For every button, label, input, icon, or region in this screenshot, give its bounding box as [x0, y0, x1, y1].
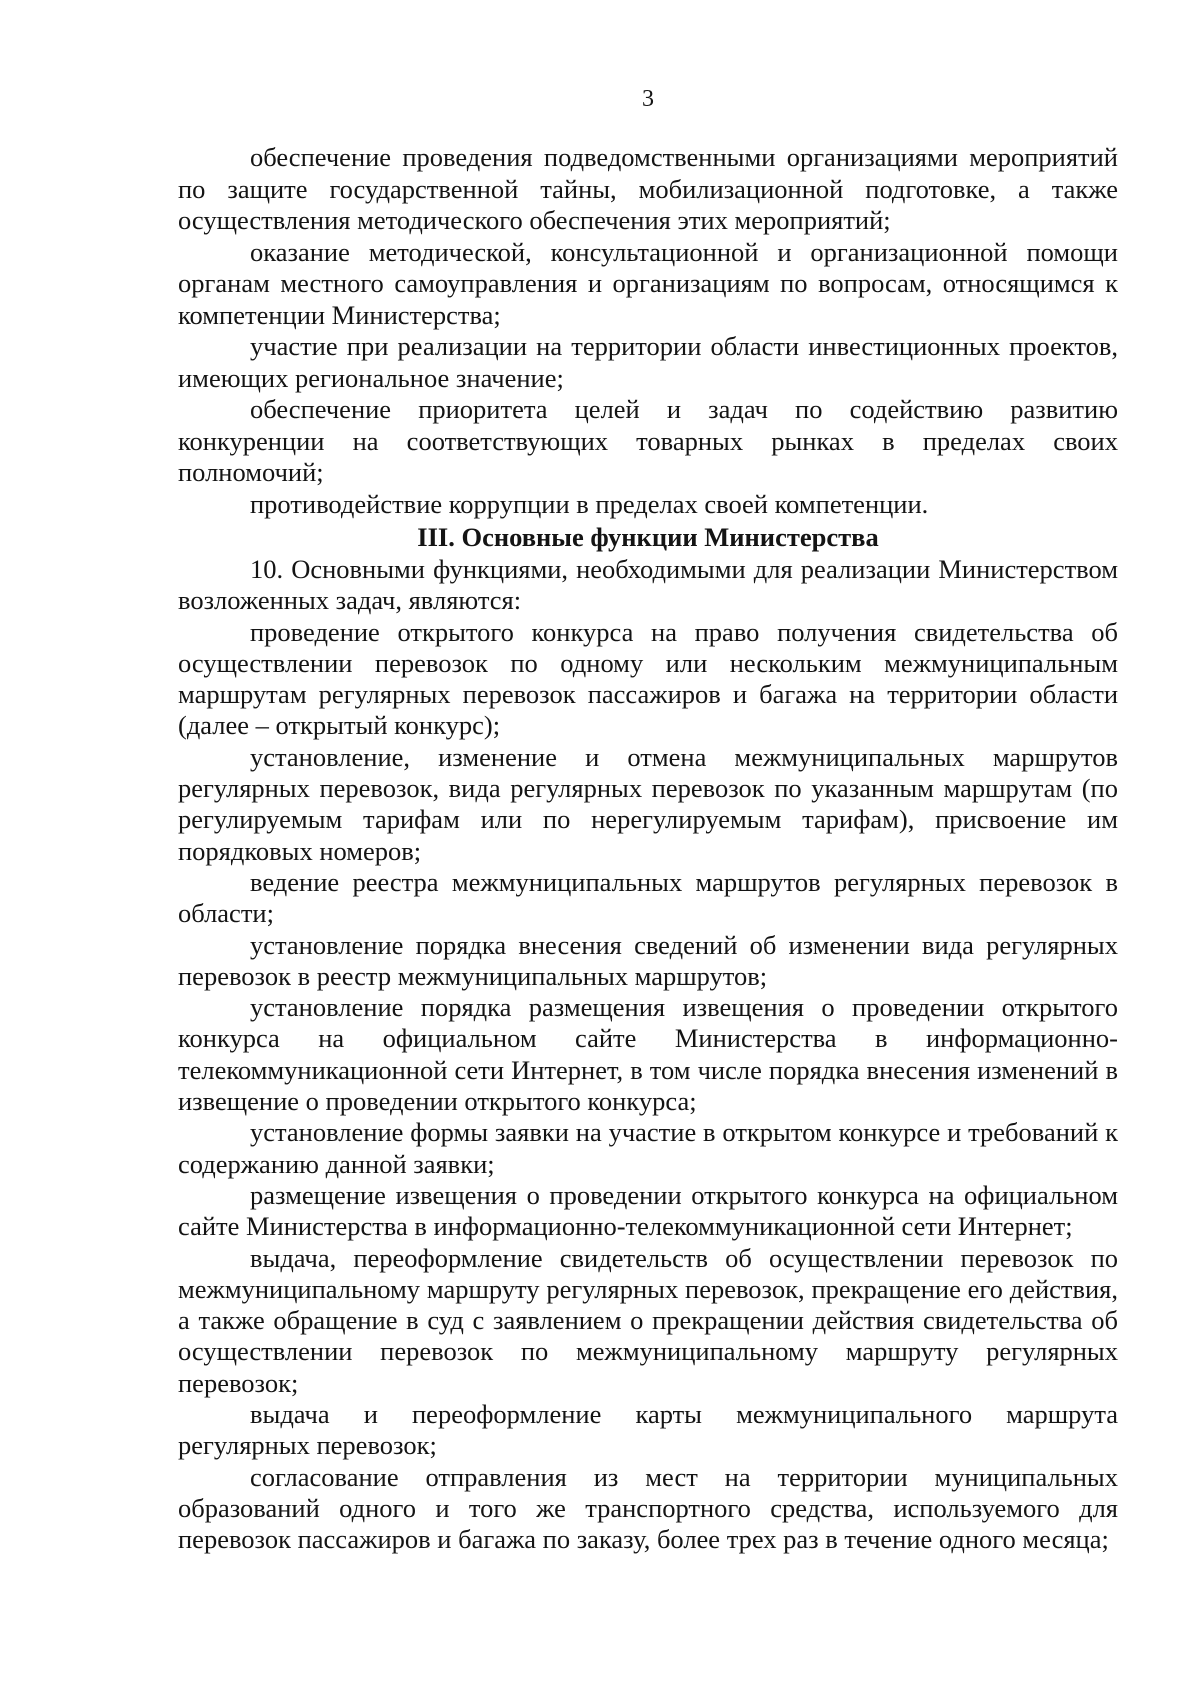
paragraph: установление, изменение и отмена межмуниципальных маршрутов регулярных перевозок, вида регулярных перевозок по указанным маршрутам (по регулируемым тарифам или по нерегулируемым тарифам), присвоение им порядковых номеров;	[178, 741, 1118, 866]
paragraph: установление порядка внесения сведений об изменении вида регулярных перевозок в реестр межмуниципальных маршрутов;	[178, 929, 1118, 991]
functions-text-block	[178, 554, 1118, 1556]
paragraph: размещение извещения о проведении открытого конкурса на официальном сайте Министерства в информационно-телекоммуникационной сети Интернет;	[178, 1179, 1118, 1242]
page-number: 3	[642, 86, 654, 112]
paragraph: установление порядка размещения извещения о проведении открытого конкурса на официальном сайте Министерства в информационно-телекоммуникационной сети Интернет, в том числе порядка внесения изменений в извещение о проведении открытого конкурса;	[178, 992, 1118, 1117]
paragraph: обеспечение проведения подведомственными организациями мероприятий по защите государственной тайны, мобилизационной подготовке, а также осуществления методического обеспечения этих мероприятий;	[178, 142, 1118, 235]
section-heading: III. Основные функции Министерства	[417, 522, 879, 552]
paragraph: ведение реестра межмуниципальных маршрутов регулярных перевозок в области;	[178, 866, 1118, 929]
paragraph: противодействие коррупции в пределах своей компетенции.	[250, 488, 929, 519]
paragraph: участие при реализации на территории области инвестиционных проектов, имеющих региональное значение;	[178, 331, 1118, 393]
paragraph: выдача, переоформление свидетельств об осуществлении перевозок по межмуниципальному маршруту регулярных перевозок, прекращение его действия, а также обращение в суд с заявлением о прекращении действия свидетельства об осуществлении перевозок по межмуниципальному маршруту регулярных перевозок;	[178, 1242, 1118, 1398]
paragraph: обеспечение приоритета целей и задач по содействию развитию конкуренции на соответствующих товарных рынках в пределах своих полномочий;	[178, 394, 1118, 487]
paragraph: оказание методической, консультационной и организационной помощи органам местного самоуправления и организациям по вопросам, относящимся к компетенции Министерства;	[178, 236, 1118, 330]
paragraph: выдача и переоформление карты межмуниципального маршрута регулярных перевозок;	[178, 1399, 1118, 1461]
paragraph: проведение открытого конкурса на право получения свидетельства об осуществлении перевозок по одному или нескольким межмуниципальным маршрутам регулярных перевозок пассажиров и багажа на территории области (далее – открытый конкурс);	[178, 616, 1118, 741]
paragraph: установление формы заявки на участие в открытом конкурсе и требований к содержанию данной заявки;	[178, 1117, 1118, 1179]
intro-text-block	[178, 142, 1118, 520]
paragraph: 10. Основными функциями, необходимыми для реализации Министерством возложенных задач, являются:	[178, 554, 1118, 616]
paragraph: согласование отправления из мест на территории муниципальных образований одного и того же транспортного средства, используемого для перевозок пассажиров и багажа по заказу, более трех раз в течение одного месяца;	[178, 1461, 1118, 1555]
